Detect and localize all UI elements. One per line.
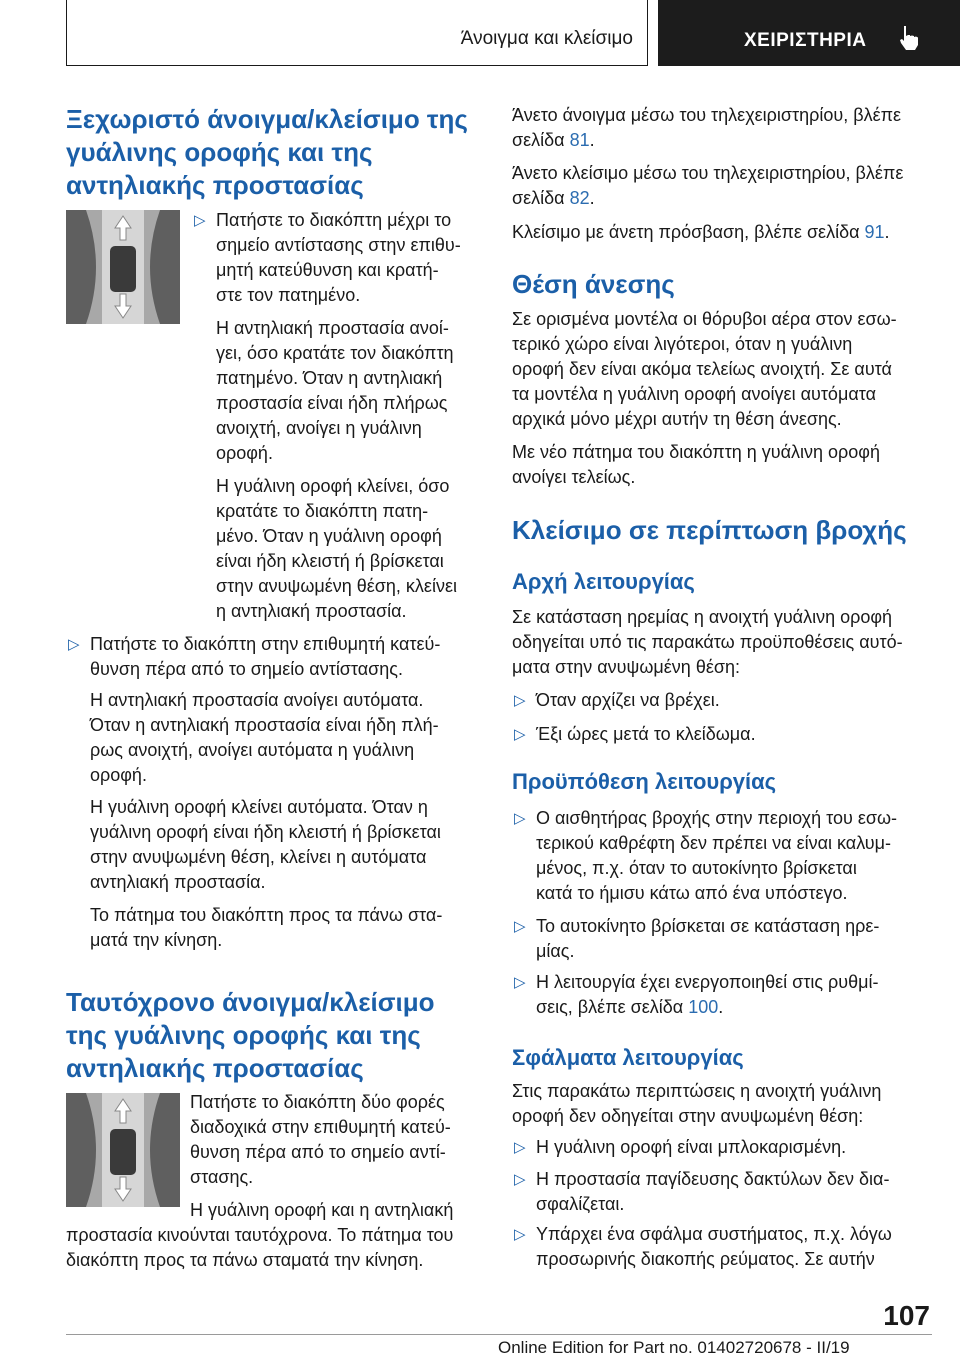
list-item: Η λειτουργία έχει ενεργοποιηθεί στις ρυθμί‐ σεις, βλέπε σελίδα 100.	[536, 972, 879, 1017]
paragraph: Το πάτημα του διακόπτη προς τα πάνω στα‐ ματά την κίνηση.	[90, 905, 443, 950]
footer-divider	[66, 1334, 932, 1335]
bullet-marker: ▷	[514, 810, 526, 827]
paragraph: Σε ορισμένα μοντέλα οι θόρυβοι αέρα στον εσω‐ τερικό χώρο είναι λιγότεροι, όταν η γυάλινη οροφή δεν είναι ακόμα τελείως ανοιχτή. Σε αυτά τα μοντέλα η γυάλινη οροφή ανοίγει αυτόματα αρχικά μόνο μέχρι αυτήν τη θέση άνεσης.	[512, 309, 897, 429]
pointing-hand-icon	[896, 24, 922, 52]
header-chapter-title: ΧΕΙΡΙΣΤΗΡΙΑ	[744, 30, 867, 51]
bullet-marker: ▷	[514, 726, 526, 743]
switch-image	[66, 210, 180, 324]
subsection-title-errors: Σφάλματα λειτουργίας	[512, 1045, 744, 1070]
paragraph: Στις παρακάτω περιπτώσεις η ανοιχτή γυάλινη οροφή δεν οδηγείται στην ανυψωμένη θέση:	[512, 1081, 882, 1126]
header-section-title: Άνοιγμα και κλείσιμο	[460, 28, 633, 49]
paragraph: Η αντηλιακή προστασία ανοί‐ γει, όσο κρατάτε τον διακόπτη πατημένο. Όταν η αντηλιακή προστασία είναι ήδη πλήρως ανοιχτή, ανοίγει η γυάλινη οροφή.	[216, 318, 454, 463]
paragraph: Η αντηλιακή προστασία ανοίγει αυτόματα. Όταν η αντηλιακή προστασία είναι ήδη πλή‐ ρως ανοιχτή, ανοίγει αυτόματα η γυάλινη οροφή.	[90, 690, 439, 785]
paragraph: Σε κατάσταση ηρεμίας η ανοιχτή γυάλινη οροφή οδηγείται υπό τις παρακάτω προϋποθέσεις αυτό‐ ματα στην ανυψωμένη θέση:	[512, 607, 903, 677]
paragraph: Πατήστε το διακόπτη στην επιθυμητή κατεύ‐ θυνση πέρα από το σημείο αντίστασης.	[90, 634, 441, 679]
paragraph: Κλείσιμο με άνετη πρόσβαση, βλέπε σελίδα 91.	[512, 222, 890, 242]
bullet-marker: ▷	[68, 636, 80, 653]
switch-image	[66, 1093, 180, 1207]
paragraph: Η γυάλινη οροφή κλείνει αυτόματα. Όταν η γυάλινη οροφή είναι ήδη κλειστή ή βρίσκεται στην ανυψωμένη θέση, κλείνει η αυτόματα αντηλιακή προστασία.	[90, 797, 441, 892]
subsection-title-principle: Αρχή λειτουργίας	[512, 569, 695, 594]
bullet-marker: ▷	[514, 692, 526, 709]
page-link[interactable]: 82	[569, 188, 590, 208]
bullet-marker: ▷	[514, 1139, 526, 1156]
bullet-marker: ▷	[514, 1171, 526, 1188]
paragraph: Πατήστε το διακόπτη μέχρι το σημείο αντίστασης στην επιθυ‐ μητή κατεύθυνση και κρατή‐ στε τον πατημένο.	[216, 210, 461, 305]
subsection-title-requirement: Προϋπόθεση λειτουργίας	[512, 769, 777, 794]
paragraph: προστασία κινούνται ταυτόχρονα. Το πάτημα του διακόπτη προς τα πάνω σταματά την κίνηση.	[66, 1225, 454, 1270]
list-item: Το αυτοκίνητο βρίσκεται σε κατάσταση ηρε‐ μίας.	[536, 916, 880, 961]
paragraph: Πατήστε το διακόπτη δύο φορές διαδοχικά στην επιθυμητή κατεύ‐ θυνση πέρα από το σημείο αντί‐ στασης.	[190, 1092, 451, 1187]
paragraph: Με νέο πάτημα του διακόπτη η γυάλινη οροφή ανοίγει τελείως.	[512, 442, 880, 487]
page-number: 107	[883, 1300, 930, 1331]
paragraph: Άνετο άνοιγμα μέσω του τηλεχειριστηρίου, βλέπε σελίδα 81.	[512, 105, 902, 150]
bullet-marker: ▷	[514, 974, 526, 991]
section-title-simultaneous: Ταυτόχρονο άνοιγμα/κλείσιμο της γυάλινης οροφής και της αντηλιακής προστασίας	[66, 987, 435, 1083]
paragraph: Άνετο κλείσιμο μέσω του τηλεχειριστηρίου, βλέπε σελίδα 82.	[512, 163, 904, 208]
list-item: Έξι ώρες μετά το κλείδωμα.	[536, 724, 756, 744]
section-title-separate: Ξεχωριστό άνοιγμα/κλείσιμο της γυάλινης οροφής και της αντηλιακής προστασίας	[66, 104, 468, 200]
section-title-comfort: Θέση άνεσης	[512, 269, 675, 299]
paragraph: Η γυάλινη οροφή και η αντηλιακή	[190, 1200, 454, 1220]
edition-text: Online Edition for Part no. 01402720678 - II/19	[498, 1338, 850, 1357]
list-item: Η προστασία παγίδευσης δακτύλων δεν δια‐ σφαλίζεται.	[536, 1169, 890, 1214]
list-item: Ο αισθητήρας βροχής στην περιοχή του εσω‐ τερικού καθρέφτη δεν πρέπει να είναι καλυμ‐ μένος, π.χ. όταν το αυτοκίνητο βρίσκεται κατά το ήμισυ κάτω από ένα υπόστεγο.	[536, 808, 898, 903]
page-link[interactable]: 100	[688, 997, 719, 1017]
list-item: Υπάρχει ένα σφάλμα συστήματος, π.χ. λόγω προσωρινής διακοπής ρεύματος. Σε αυτήν	[536, 1224, 892, 1269]
bullet-marker: ▷	[194, 212, 206, 229]
list-item: Όταν αρχίζει να βρέχει.	[536, 690, 720, 710]
page-link[interactable]: 81	[569, 130, 590, 150]
section-title-rain: Κλείσιμο σε περίπτωση βροχής	[512, 515, 907, 545]
bullet-marker: ▷	[514, 918, 526, 935]
paragraph: Η γυάλινη οροφή κλείνει, όσο κρατάτε το διακόπτη πατη‐ μένο. Όταν η γυάλινη οροφή είναι ήδη κλειστή ή βρίσκεται στην ανυψωμένη θέση, κλείνει η αντηλιακή προστασία.	[216, 476, 457, 621]
bullet-marker: ▷	[514, 1226, 526, 1243]
header-chapter-box	[658, 0, 960, 66]
list-item: Η γυάλινη οροφή είναι μπλοκαρισμένη.	[536, 1137, 847, 1157]
page-link[interactable]: 91	[864, 222, 885, 242]
header-section-box	[66, 0, 648, 66]
